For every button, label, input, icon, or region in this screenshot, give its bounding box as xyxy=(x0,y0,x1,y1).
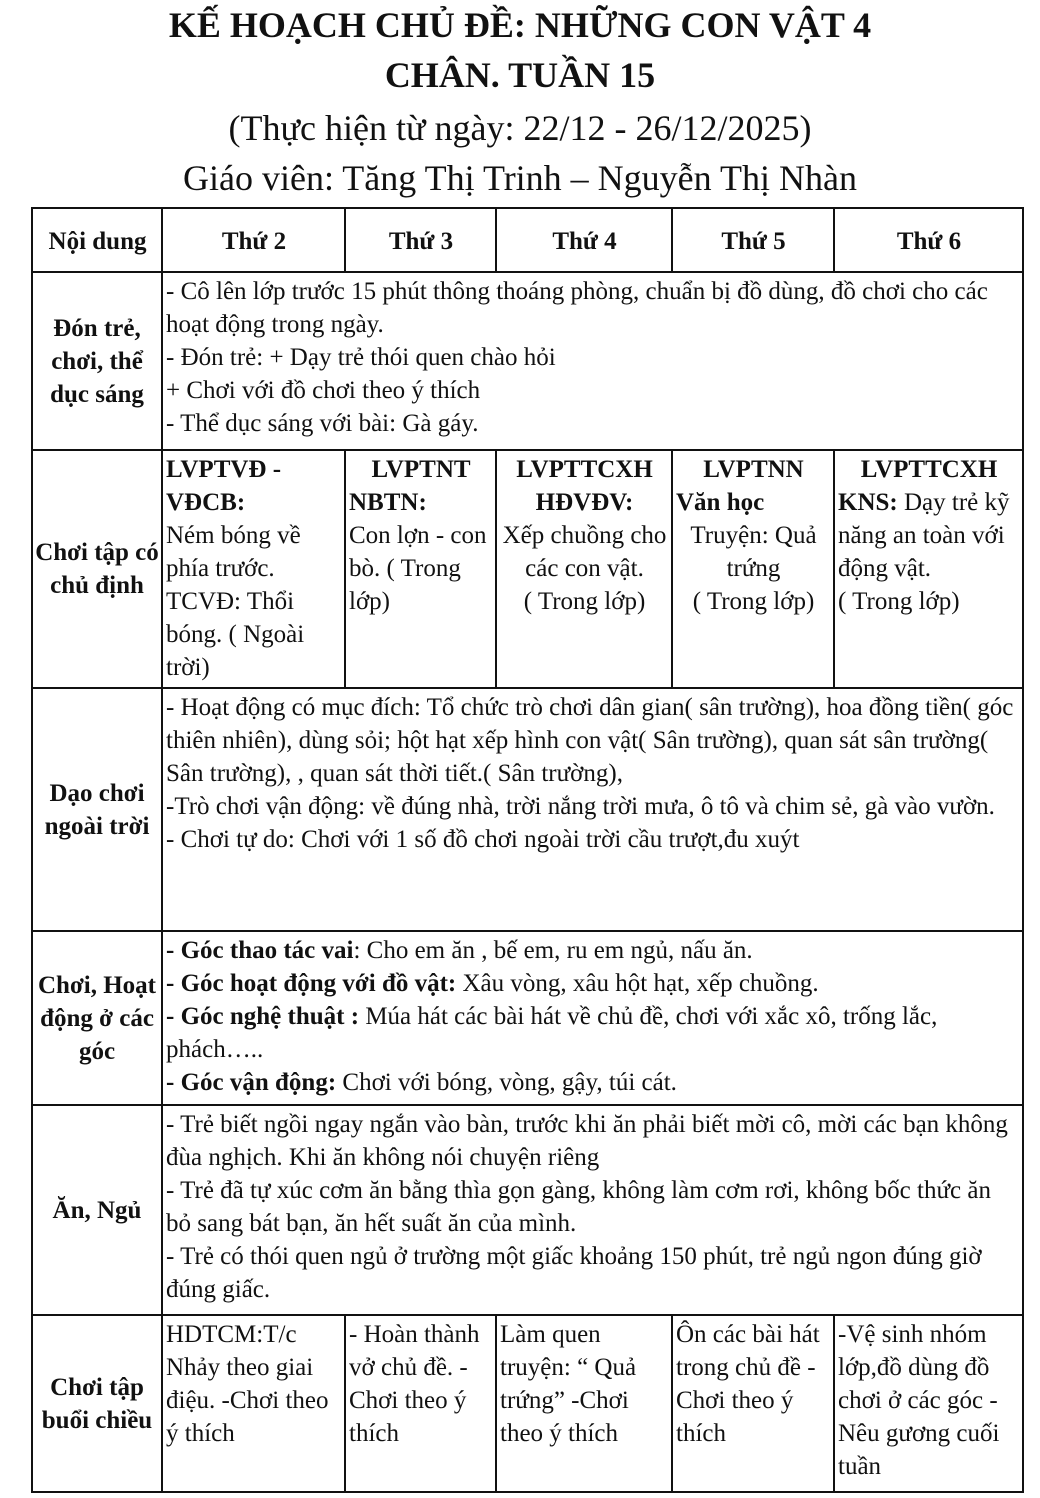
cell-chieu-thu3: - Hoàn thành vở chủ đề. -Chơi theo ý thích xyxy=(345,1315,496,1492)
activity-text: Truyện: Quả trứng xyxy=(690,522,817,582)
text-line: + Chơi với đồ chơi theo ý thích xyxy=(166,377,481,404)
title-line-2: CHÂN. TUẦN 15 xyxy=(384,55,656,95)
corner-name: - Góc nghệ thuật : xyxy=(166,1003,360,1030)
text-line: -Trò chơi vận động: về đúng nhà, trời nắng trời mưa, ô tô và chim sẻ, gà vào vườn. xyxy=(166,793,995,820)
cell-choi-tap-thu4 xyxy=(496,450,672,688)
corner-desc: Xâu vòng, xâu hột hạt, xếp chuồng. xyxy=(456,970,819,997)
activity-location: ( Trong lớp) xyxy=(523,588,646,615)
row-label-don-tre: Đón trẻ, chơi, thể dục sáng xyxy=(32,272,162,450)
header-thu-3: Thứ 3 xyxy=(345,208,496,272)
text-line: - Thể dục sáng với bài: Gà gáy. xyxy=(166,410,479,437)
cell-an-ngu xyxy=(162,1105,1023,1315)
cell-dao-choi xyxy=(162,688,1023,931)
corner-desc: : Cho em ăn , bế em, ru em ngủ, nấu ăn. xyxy=(353,937,753,964)
row-label-dao-choi: Dạo chơi ngoài trời xyxy=(32,688,162,931)
text-line: - Hoạt động có mục đích: Tổ chức trò chơi dân gian( sân trường), hoa đồng tiền( góc thiên nhiên), dùng sỏi; hột hạt xếp hình con vật( Sân trường), quan sát sân trường( Sân trường), , quan sát thời tiết.( Sân trường), xyxy=(166,694,1014,787)
activity-domain: LVPTNN xyxy=(703,456,804,483)
activity-type: Văn học xyxy=(676,489,765,516)
row-don-tre xyxy=(32,272,1023,450)
title-line-1: KẾ HOẠCH CHỦ ĐỀ: NHỮNG CON VẬT 4 xyxy=(168,5,872,45)
row-goc xyxy=(32,931,1023,1105)
cell-choi-tap-thu6 xyxy=(834,450,1023,688)
activity-text: Ném bóng về phía trước. TCVĐ: Thổi bóng. ( Ngoài trời) xyxy=(166,522,305,681)
activity-location: ( Trong lớp) xyxy=(838,588,960,615)
row-an-ngu xyxy=(32,1105,1023,1315)
date-range: (Thực hiện từ ngày: 22/12 - 26/12/2025) xyxy=(228,108,812,148)
text-line: - Trẻ có thói quen ngủ ở trường một giấc khoảng 150 phút, trẻ ngủ ngon đúng giờ đúng giấc. xyxy=(166,1243,982,1303)
header-thu-4: Thứ 4 xyxy=(496,208,672,272)
activity-type: HĐVĐV: xyxy=(535,489,634,516)
corner-desc: Chơi với bóng, vòng, gậy, túi cát. xyxy=(336,1069,677,1096)
corner-name: - Góc hoạt động với đồ vật: xyxy=(166,970,457,997)
activity-type: NBTN: xyxy=(349,489,427,516)
text-line: - Cô lên lớp trước 15 phút thông thoáng phòng, chuẩn bị đồ dùng, đồ chơi cho các hoạt động trong ngày. xyxy=(166,278,988,338)
teachers: Giáo viên: Tăng Thị Trinh – Nguyễn Thị Nhàn xyxy=(183,158,857,198)
activity-domain: LVPTVĐ -VĐCB: xyxy=(166,456,282,516)
cell-chieu-thu5: Ôn các bài hát trong chủ đề -Chơi theo ý thích xyxy=(672,1315,834,1492)
activity-body: Dạy trẻ kỹ năng an toàn với động vật. xyxy=(838,489,1010,582)
corner-name: - Góc thao tác vai xyxy=(166,937,354,964)
corner-item xyxy=(166,934,1020,967)
cell-goc xyxy=(162,931,1023,1105)
activity-domain: LVPTNT xyxy=(371,456,471,483)
activity-text xyxy=(838,486,1020,585)
row-choi-tap xyxy=(32,450,1023,688)
row-dao-choi xyxy=(32,688,1023,931)
text-line: - Trẻ đã tự xúc cơm ăn bằng thìa gọn gàng, không làm cơm rơi, không bốc thức ăn bỏ sang bát bạn, ăn hết suất ăn của mình. xyxy=(166,1177,991,1237)
header-noi-dung: Nội dung xyxy=(32,208,162,272)
activity-text: Con lợn - con bò. ( Trong lớp) xyxy=(349,522,487,615)
plan-table xyxy=(31,207,1024,1493)
activity-location: ( Trong lớp) xyxy=(692,588,815,615)
header-row xyxy=(32,208,1023,272)
cell-chieu-thu2: HDTCM:T/c Nhảy theo giai điệu. -Chơi theo ý thích xyxy=(162,1315,345,1492)
text-line: - Đón trẻ: + Dạy trẻ thói quen chào hỏi xyxy=(166,344,556,371)
cell-choi-tap-thu2 xyxy=(162,450,345,688)
header-thu-2: Thứ 2 xyxy=(162,208,345,272)
corner-name: - Góc vận động: xyxy=(166,1069,337,1096)
activity-domain: LVPTTCXH xyxy=(516,456,653,483)
row-label-choi-tap: Chơi tập có chủ định xyxy=(32,450,162,688)
corner-item xyxy=(166,967,1020,1000)
cell-chieu-thu6: -Vệ sinh nhóm lớp,đồ dùng đồ chơi ở các góc -Nêu gương cuối tuần xyxy=(834,1315,1023,1492)
cell-chieu-thu4: Làm quen truyện: “ Quả trứng” -Chơi theo ý thích xyxy=(496,1315,672,1492)
activity-domain: LVPTTCXH xyxy=(860,456,998,483)
corner-item xyxy=(166,1066,1020,1099)
text-line: - Trẻ biết ngồi ngay ngắn vào bàn, trước khi ăn phải biết mời cô, mời các bạn không đùa nghịch. Khi ăn không nói chuyện riêng xyxy=(166,1111,1008,1171)
corner-item xyxy=(166,1000,1020,1066)
row-label-goc: Chơi, Hoạt động ở các góc xyxy=(32,931,162,1105)
row-chieu xyxy=(32,1315,1023,1492)
cell-don-tre xyxy=(162,272,1023,450)
header-thu-5: Thứ 5 xyxy=(672,208,834,272)
row-label-an-ngu: Ăn, Ngủ xyxy=(32,1105,162,1315)
cell-choi-tap-thu3 xyxy=(345,450,496,688)
activity-type: KNS: xyxy=(838,489,898,516)
row-label-chieu: Chơi tập buổi chiều xyxy=(32,1315,162,1492)
header-thu-6: Thứ 6 xyxy=(834,208,1023,272)
activity-text: Xếp chuồng cho các con vật. xyxy=(502,522,667,582)
cell-choi-tap-thu5 xyxy=(672,450,834,688)
text-line: - Chơi tự do: Chơi với 1 số đồ chơi ngoài trời cầu trượt,đu xuýt xyxy=(166,826,800,853)
corner-desc: Múa hát các bài hát về chủ đề, chơi với xắc xô, trống lắc, phách….. xyxy=(166,1003,938,1063)
